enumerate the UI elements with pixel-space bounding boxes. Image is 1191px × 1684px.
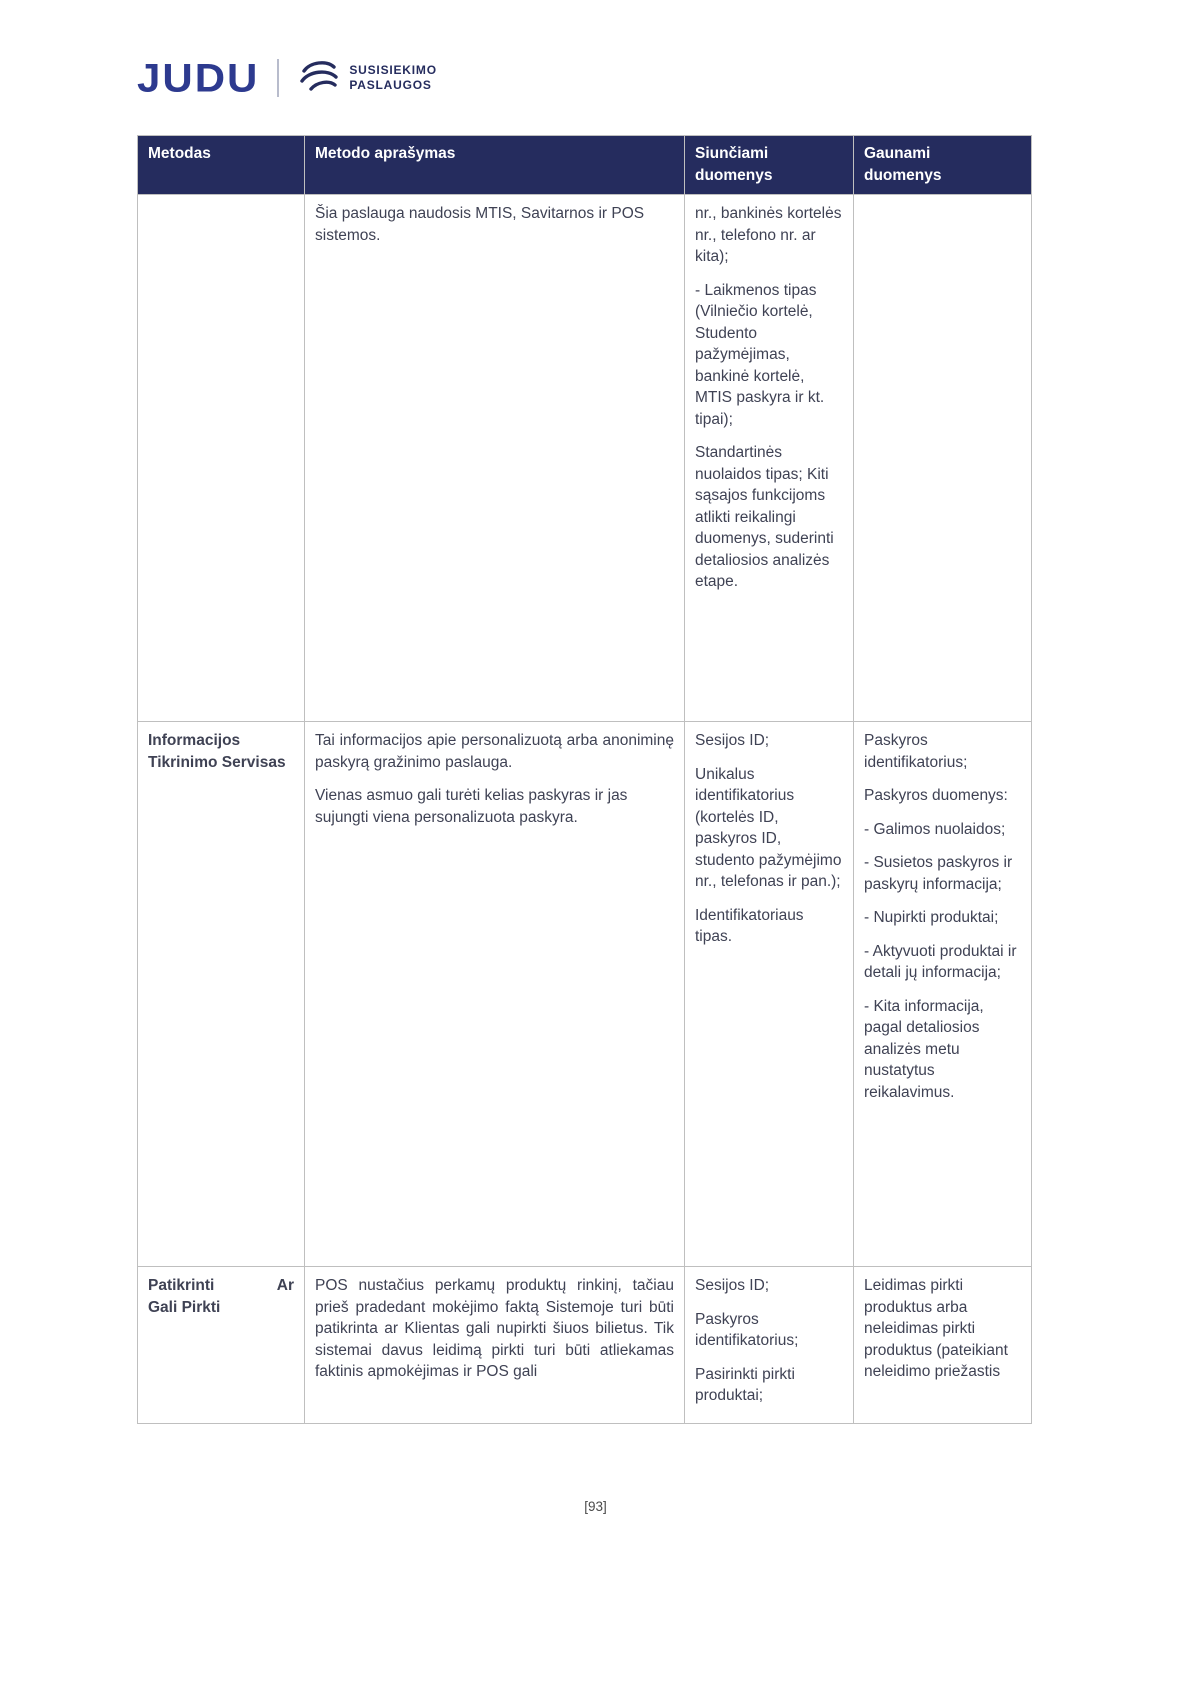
paragraph: Sesijos ID; (695, 732, 770, 749)
cell-metodas (138, 1267, 305, 1424)
cell-aprasymas (305, 195, 685, 722)
partner-line1: SUSISIEKIMO (349, 63, 437, 77)
table-row (138, 1267, 1032, 1424)
header-siunciami-duomenys: Siunčiami duomenys (685, 136, 854, 195)
paragraph: Unikalus identifikatorius (kortelės ID, paskyros ID, studento pažymėjimo nr., telefonas ir pan.); (695, 765, 842, 890)
paragraph: Paskyros duomenys: (864, 787, 1008, 804)
method-word: Ar (276, 1277, 294, 1294)
cell-metodas (138, 722, 305, 1267)
header-metodas: Metodas (138, 136, 305, 195)
cell-gaunami (854, 1267, 1032, 1424)
partner-line2: PASLAUGOS (349, 78, 432, 92)
paragraph: Paskyros identifikatorius; (695, 1310, 799, 1349)
logo-divider (277, 59, 279, 97)
cell-aprasymas (305, 1267, 685, 1424)
paragraph: Leidimas pirkti produktus arba neleidimas pirkti produktus (pateikiant neleidimo priežastis (864, 1277, 1008, 1380)
paragraph: Identifikatoriaus tipas. (695, 906, 804, 945)
cell-gaunami (854, 722, 1032, 1267)
paragraph: - Kita informacija, pagal detaliosios analizės metu nustatytus reikalavimus. (864, 997, 984, 1101)
method-name: Informacijos Tikrinimo Servisas (148, 732, 286, 771)
table-row (138, 195, 1032, 722)
partner-logo (297, 56, 436, 101)
paragraph: Standartinės nuolaidos tipas; Kiti sąsajos funkcijoms atlikti reikalingi duomenys, suderinti detaliosios analizės etape. (695, 444, 834, 590)
header-gaunami-duomenys: Gaunami duomenys (854, 136, 1032, 195)
partner-logo-text (349, 63, 436, 93)
method-name-line1 (148, 1275, 294, 1297)
header-metodo-aprasymas: Metodo aprašymas (305, 136, 685, 195)
paragraph: Sesijos ID; (695, 1277, 770, 1294)
paragraph: POS nustačius perkamų produktų rinkinį, tačiau prieš pradedant mokėjimo faktą Sistemoje turi būti patikrinta ar Klientas gali nupirkti šiuos bilietus. Tik sistemai davus leidimą pirkti turi būti atliekamas faktinis apmokėjimas ir POS gali (315, 1277, 674, 1380)
method-word: Patikrinti (148, 1277, 215, 1294)
logo-bar (137, 52, 437, 104)
paragraph: Paskyros identifikatorius; (864, 732, 968, 771)
paragraph: - Galimos nuolaidos; (864, 820, 1006, 838)
cell-siunciami (685, 195, 854, 722)
page-number: [93] (584, 1499, 607, 1514)
paragraph: Tai informacijos apie personalizuotą arba anoniminę paskyrą gražinimo paslauga. (315, 732, 674, 771)
cell-siunciami (685, 1267, 854, 1424)
cell-siunciami (685, 722, 854, 1267)
paragraph: - Susietos paskyros ir paskyrų informacija; (864, 854, 1013, 893)
method-name-line2: Gali Pirkti (148, 1298, 221, 1316)
paragraph: Vienas asmuo gali turėti kelias paskyras ir jas sujungti viena personalizuota paskyra. (315, 787, 628, 826)
table-header-row (138, 136, 1032, 195)
paragraph: - Laikmenos tipas (Vilniečio kortelė, Studento pažymėjimas, bankinė kortelė, MTIS paskyra ir kt. tipai); (695, 281, 825, 428)
swirl-icon (297, 56, 341, 101)
cell-aprasymas (305, 722, 685, 1267)
paragraph: - Aktyvuoti produktai ir detali jų informacija; (864, 942, 1017, 981)
cell-gaunami (854, 195, 1032, 722)
paragraph: Pasirinkti pirkti produktai; (695, 1365, 795, 1404)
judu-logo: JUDU (137, 55, 260, 100)
paragraph: nr., bankinės kortelės nr., telefono nr. ar kita); (695, 205, 842, 265)
paragraph: - Nupirkti produktai; (864, 909, 999, 926)
paragraph: Šia paslauga naudosis MTIS, Savitarnos ir POS sistemos. (315, 205, 645, 244)
cell-metodas (138, 195, 305, 722)
methods-table (137, 135, 1032, 1424)
table-row (138, 722, 1032, 1267)
